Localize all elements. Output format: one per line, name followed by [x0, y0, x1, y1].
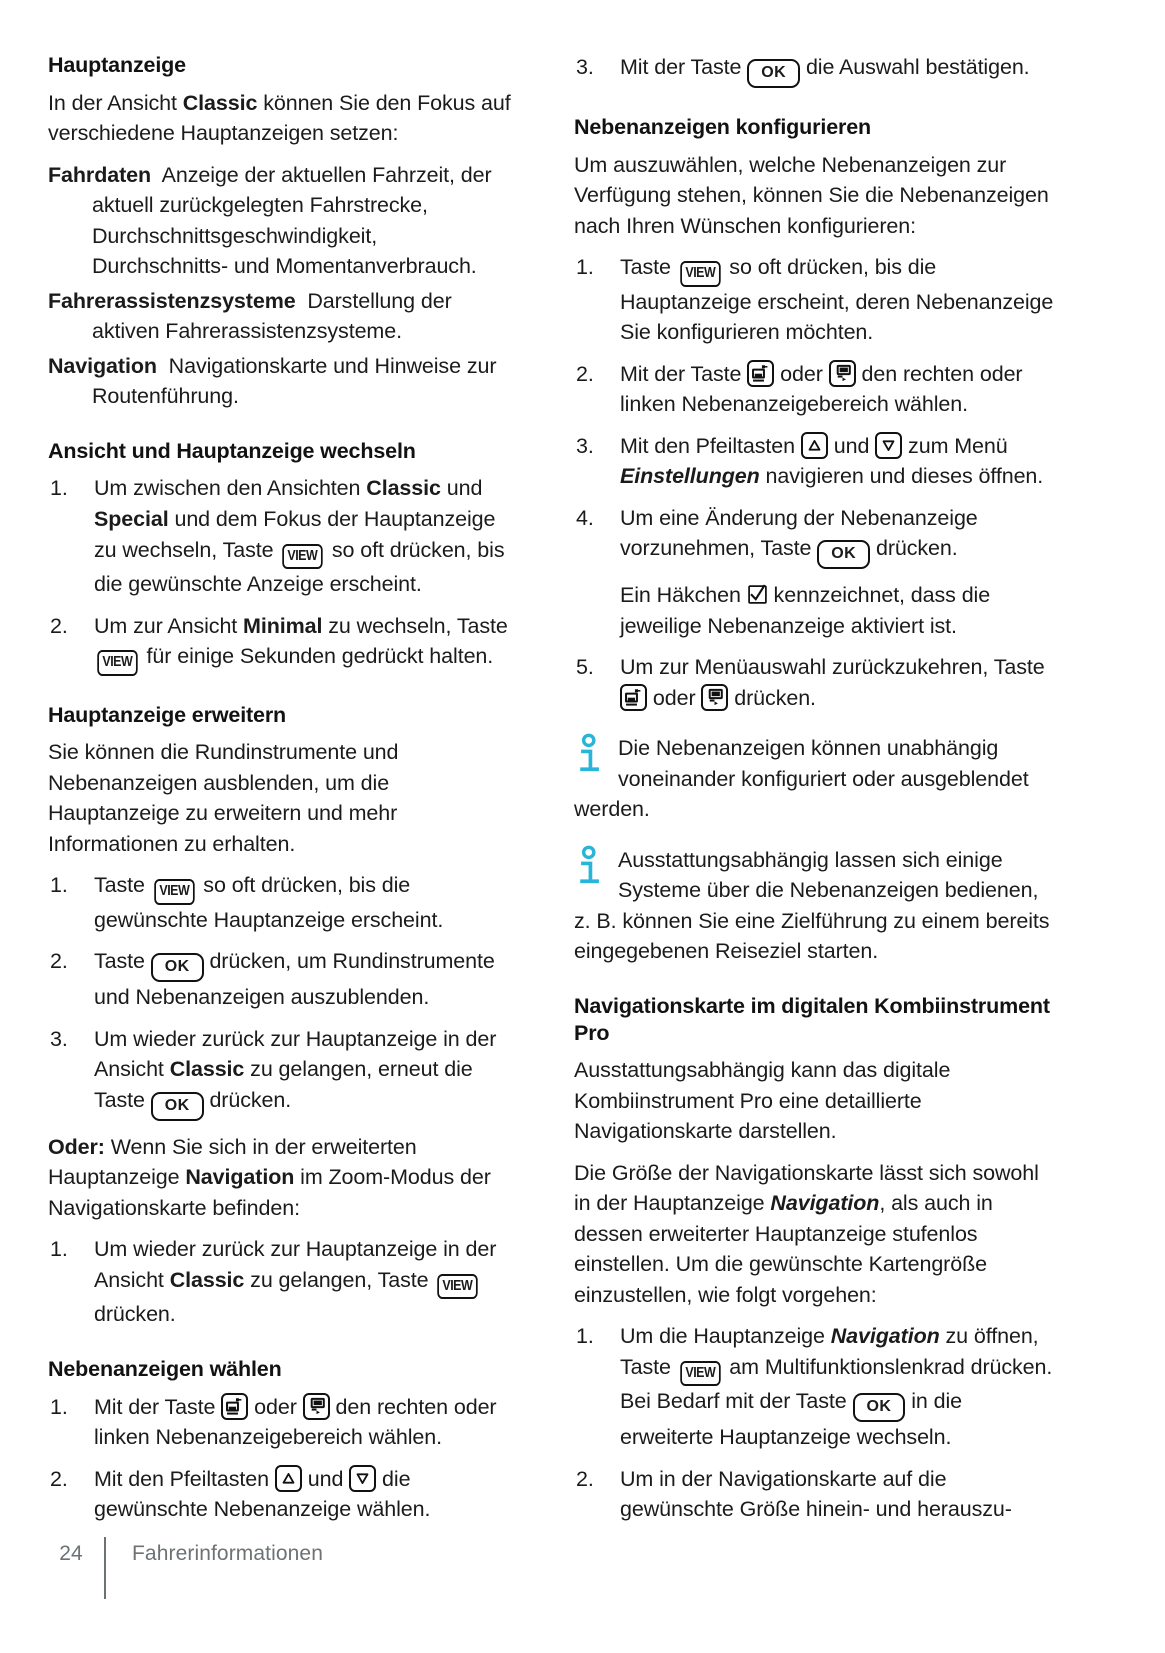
intro-text-part2: können Sie den Fokus auf verschiedene Hauptanzeigen setzen:: [48, 90, 511, 146]
step-text-c: und dem Fokus der Hauptanzeige zu wechseln, Taste: [94, 506, 496, 562]
list-item: [48, 946, 518, 1013]
step-text-a: Mit den Pfeiltasten: [94, 1466, 275, 1491]
sub-text-b: kennzeichnet, dass die jeweilige Nebenanzeige aktiviert ist.: [620, 583, 991, 638]
step-text-a: Um wieder zurück zur Hauptanzeige in der Ansicht: [94, 1237, 497, 1292]
paragraph-navkarte-2: [574, 1158, 1054, 1311]
term-classic: Classic: [182, 90, 258, 115]
step-text-b: oder: [248, 1394, 303, 1419]
step-text-b: drücken, um Rundinstrumente und Nebenanzeigen auszublenden.: [94, 949, 495, 1010]
list-number: 3.: [576, 433, 594, 458]
steps-hauptanzeige-erweitern: [48, 870, 518, 1121]
step-text-b: so oft drücken, bis die gewünschte Hauptanzeige erscheint.: [94, 873, 444, 932]
step-text-b: zu gelangen, erneut die Taste: [94, 1057, 473, 1112]
view-button-icon[interactable]: VIEW: [97, 650, 137, 676]
step-text-c: drücken.: [94, 1302, 176, 1327]
intro-text-part1: In der Ansicht: [48, 90, 183, 115]
step-text-a: Taste: [94, 873, 151, 898]
section-heading-nebenanzeigen-waehlen: Nebenanzeigen wählen: [48, 1356, 282, 1381]
list-number: 2.: [50, 1466, 68, 1491]
list-number: 2.: [576, 1466, 594, 1491]
list-item: [574, 503, 1054, 642]
step-text-a: Um zwischen den Ansichten: [94, 476, 367, 501]
paragraph-navkarte-1: Ausstattungsabhängig kann das digitale Kombiinstrument Pro eine detaillierte Navigationskarte darstellen.: [574, 1058, 951, 1144]
step-text-c: den rechten oder linken Nebenanzeigebereich wählen.: [620, 361, 1023, 417]
step-text-a: Mit der Taste: [620, 361, 748, 386]
list-item: [574, 431, 1054, 492]
step-text-c: für einige Sekunden gedrückt halten.: [140, 644, 494, 669]
step-text-b: zu wechseln, Taste: [322, 613, 508, 638]
step-text-a: Um eine Änderung der Nebenanzeige vorzunehmen, Taste: [620, 505, 978, 561]
step-text-a: Um zur Menüauswahl zurückzukehren, Taste: [620, 655, 1045, 680]
list-number: 1.: [50, 1237, 68, 1262]
definition-term-fahrdaten: Fahrdaten: [48, 162, 152, 187]
steps-ansicht-wechseln: [48, 473, 518, 675]
two-column-layout: [48, 52, 1103, 1536]
steps-oder: [48, 1234, 518, 1330]
list-number: 3.: [576, 55, 594, 79]
steps-continued-from-left: [574, 52, 1054, 88]
step-text-c: den rechten oder linken Nebenanzeigebereich wählen.: [94, 1394, 497, 1450]
term-classic: Classic: [169, 1267, 245, 1292]
list-number: 1.: [576, 255, 594, 280]
term-special: Special: [94, 506, 169, 531]
view-button-icon[interactable]: VIEW: [438, 1274, 478, 1300]
list-item: [48, 473, 518, 599]
term-classic: Classic: [169, 1057, 245, 1082]
list-number: 1.: [50, 476, 68, 501]
list-item: [574, 1321, 1054, 1453]
page-footer: [48, 1523, 1103, 1585]
view-button-icon[interactable]: VIEW: [154, 879, 194, 905]
step-text-a: Um wieder zurück zur Hauptanzeige in der Ansicht: [94, 1026, 497, 1082]
steps-kartengroesse: [574, 1321, 1054, 1525]
info-note-icon: [574, 845, 608, 889]
step-text-a: Um in der Navigationskarte auf die gewünschte Größe hinein- und herauszu-: [620, 1466, 1012, 1522]
checkbox-checked-icon: [747, 584, 768, 605]
section-heading-ansicht-wechseln: Ansicht und Hauptanzeige wechseln: [48, 438, 416, 463]
list-item: [574, 52, 1054, 88]
ok-button-icon[interactable]: OK: [817, 540, 870, 569]
definition-navigation: [48, 351, 518, 412]
definition-term-fahrerassistenzsysteme: Fahrerassistenzsysteme: [48, 288, 296, 313]
list-item: [48, 1234, 518, 1330]
list-number: 2.: [50, 613, 68, 638]
step-text-b: oder: [647, 685, 702, 710]
ok-button-icon[interactable]: OK: [151, 1092, 204, 1121]
view-button-icon[interactable]: VIEW: [680, 261, 720, 287]
step-text-c: drücken.: [728, 685, 816, 710]
term-classic: Classic: [366, 476, 441, 501]
right-display-select-icon[interactable]: [620, 684, 647, 711]
list-number: 1.: [576, 1324, 594, 1349]
step-text-a: Taste: [620, 255, 677, 280]
info-note-text: Die Nebenanzeigen können unabhängig voneinander konfiguriert oder ausgeblendet werden.: [574, 736, 1029, 822]
ok-button-icon[interactable]: OK: [853, 1393, 906, 1422]
step-text-d: so oft drücken, bis die gewünschte Anzeige erscheint.: [94, 537, 505, 596]
list-item: [574, 1464, 1054, 1525]
list-item: [574, 359, 1054, 420]
oder-text-b: im Zoom-Modus der Navigationskarte befinden:: [48, 1165, 491, 1220]
navkarte-text-b: , als auch in dessen erweiterter Hauptanzeige stufenlos einstellen. Um die gewünschte Kartengröße einzustellen, wie folgt vorgehen:: [574, 1191, 993, 1307]
lead-in-oder: Oder:: [48, 1134, 105, 1159]
step-text-b: und: [827, 433, 876, 458]
list-item: [48, 611, 518, 676]
ok-button-icon[interactable]: OK: [747, 59, 800, 88]
list-number: 2.: [576, 361, 594, 386]
list-number: 1.: [50, 873, 68, 898]
definition-desc-navigation: Navigationskarte und Hinweise zur Routenführung.: [92, 353, 497, 409]
arrow-down-key-icon[interactable]: [349, 1465, 376, 1492]
list-item: [574, 652, 1054, 713]
step-text-b: die Auswahl bestätigen.: [800, 55, 1030, 79]
definition-desc-fahrerassistenzsysteme: Darstellung der aktiven Fahrerassistenzsysteme.: [92, 288, 452, 344]
term-navigation: Navigation: [770, 1191, 880, 1216]
section-heading-nebenanzeigen-konfigurieren: Nebenanzeigen konfigurieren: [574, 115, 872, 139]
section-heading-hauptanzeige: Hauptanzeige: [48, 53, 186, 77]
step-text-b: drücken.: [870, 536, 958, 561]
info-note-2: [574, 845, 1054, 967]
arrow-up-key-icon[interactable]: [801, 432, 828, 459]
step-text-b: und: [301, 1466, 350, 1491]
section-heading-hauptanzeige-erweitern: Hauptanzeige erweitern: [48, 702, 287, 727]
definition-desc-fahrdaten: Anzeige der aktuellen Fahrzeit, der aktuell zurückgelegten Fahrstrecke, Durchschnittsgeschwindigkeit, Durchschnitts- und Momentanverbrauch.: [92, 162, 492, 279]
arrow-down-key-icon[interactable]: [875, 432, 902, 459]
step-text-a: Um die Hauptanzeige: [620, 1324, 831, 1349]
list-item: [48, 1464, 518, 1525]
term-navigation: Navigation: [830, 1324, 940, 1349]
info-note-text: Ausstattungsabhängig lassen sich einige Systeme über die Nebenanzeigen bedienen, z. B. können Sie eine Zielführung zu einem bereits eingegebenen Reiseziel starten.: [574, 847, 1050, 964]
list-number: 2.: [50, 949, 68, 974]
paragraph-konfigurieren: Um auszuwählen, welche Nebenanzeigen zur Verfügung stehen, können Sie die Nebenanzeigen nach Ihren Wünschen konfigurieren:: [574, 152, 1049, 238]
step-text-a: Mit der Taste: [94, 1394, 222, 1419]
page-number: 24: [59, 1542, 83, 1565]
view-button-icon[interactable]: VIEW: [680, 1361, 720, 1387]
footer-divider: [104, 1537, 106, 1599]
left-display-select-icon[interactable]: [829, 360, 856, 387]
list-item: [48, 870, 518, 935]
intro-paragraph: [48, 88, 518, 149]
step-text-a: Taste: [94, 949, 151, 974]
step-text-c: zum Menü: [902, 433, 1008, 458]
list-number: 4.: [576, 505, 594, 530]
oder-text-a: Wenn Sie sich in der erweiterten Hauptanzeige: [48, 1134, 417, 1190]
list-item: [48, 1392, 518, 1453]
term-navigation: Navigation: [185, 1165, 295, 1190]
step-text-d: navigieren und dieses öffnen.: [759, 464, 1044, 489]
ok-button-icon[interactable]: OK: [151, 953, 204, 982]
step-text-c: die gewünschte Nebenanzeige wählen.: [94, 1466, 431, 1522]
arrow-up-key-icon[interactable]: [275, 1465, 302, 1492]
list-number: 3.: [50, 1026, 68, 1051]
view-button-icon[interactable]: VIEW: [283, 544, 323, 570]
step-text-d: in die erweiterte Hauptanzeige wechseln.: [620, 1389, 963, 1450]
paragraph-oder: [48, 1132, 518, 1224]
sub-text-a: Ein Häkchen: [620, 583, 747, 608]
section-heading-navigationskarte: Navigationskarte im digitalen Kombiinstrument Pro: [574, 993, 1050, 1045]
menu-name-einstellungen: Einstellungen: [620, 464, 760, 489]
paragraph-erweitern: Sie können die Rundinstrumente und Nebenanzeigen ausblenden, um die Hauptanzeige zu erweitern und mehr Informationen zu erhalten.: [48, 740, 399, 856]
left-column: [48, 52, 518, 1536]
definition-fahrdaten: [48, 160, 518, 282]
chapter-name: Fahrerinformationen: [132, 1542, 323, 1565]
steps-nebenanzeigen-waehlen: [48, 1392, 518, 1525]
step-text-c: am Multifunktionslenkrad drücken. Bei Bedarf mit der Taste: [620, 1354, 1053, 1414]
step-text-a: Mit den Pfeiltasten: [620, 433, 801, 458]
list-number: 1.: [50, 1394, 68, 1419]
left-display-select-icon[interactable]: [701, 684, 728, 711]
navkarte-text-a: Die Größe der Navigationskarte lässt sich sowohl in der Hauptanzeige: [574, 1160, 1039, 1216]
step-text-c: drücken.: [203, 1087, 292, 1112]
right-column: [574, 52, 1054, 1536]
definition-fahrerassistenzsysteme: [48, 286, 518, 347]
list-item: [48, 1024, 518, 1121]
list-item: [574, 252, 1054, 348]
term-minimal: Minimal: [243, 613, 323, 638]
list-number: 5.: [576, 655, 594, 680]
step-text-b: so oft drücken, bis die Hauptanzeige erscheint, deren Nebenanzeige Sie konfigurieren möchten.: [620, 255, 1054, 345]
step-text-b: oder: [774, 361, 829, 386]
step-text-a: Um zur Ansicht: [94, 613, 244, 638]
step-text-b: zu gelangen, Taste: [244, 1267, 435, 1292]
right-display-select-icon[interactable]: [747, 360, 774, 387]
left-display-select-icon[interactable]: [303, 1393, 330, 1420]
step-sub-note: [620, 580, 1054, 641]
right-display-select-icon[interactable]: [221, 1393, 248, 1420]
steps-nebenanzeigen-konfigurieren: [574, 252, 1054, 713]
info-note-1: [574, 733, 1054, 825]
step-text-b: und: [440, 476, 483, 501]
step-text-a: Mit der Taste: [620, 55, 748, 79]
info-note-icon: [574, 733, 608, 777]
step-text-b: zu öffnen, Taste: [620, 1324, 1039, 1379]
definition-term-navigation: Navigation: [48, 353, 157, 378]
